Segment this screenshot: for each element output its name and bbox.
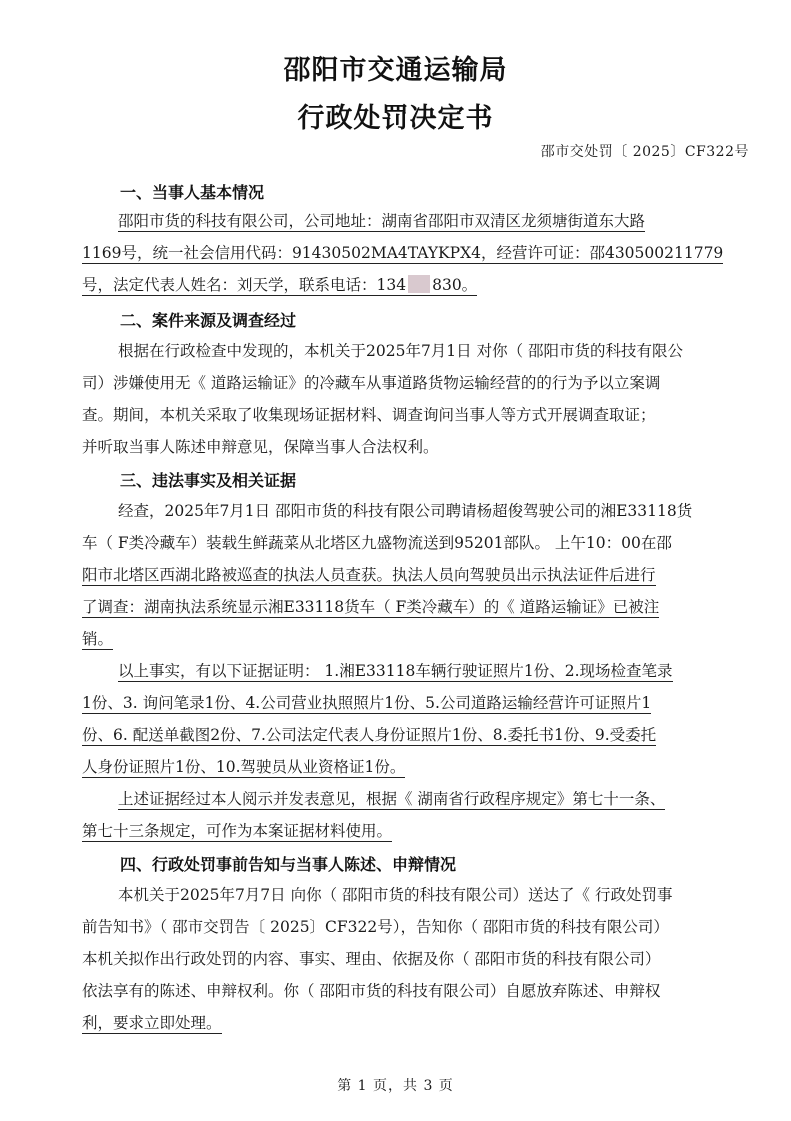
- paragraph-line: 车（ F类冷藏车）装载生鲜蔬菜从北塔区九盛物流送到95201部队。 上午10：00在邵: [82, 534, 672, 552]
- paragraph-line: 并听取当事人陈述申辩意见，保障当事人合法权利。: [82, 438, 439, 456]
- paragraph-line: 第七十三条规定，可作为本案证据材料使用。: [82, 822, 393, 840]
- paragraph-line: 前告知书》（ 邵市交罚告〔 2025〕CF322号），告知你（ 邵阳市货的科技有限公司）: [82, 918, 669, 936]
- document-number: 邵市交处罚〔 2025〕CF322号: [540, 144, 749, 160]
- section-heading-party-info: 一、当事人基本情况: [120, 183, 265, 202]
- section-heading-facts-evidence: 三、违法事实及相关证据: [120, 471, 297, 490]
- page-number: 第 1 页，共 3 页: [337, 1078, 454, 1094]
- section-heading-prior-notice: 四、行政处罚事前告知与当事人陈述、申辩情况: [120, 855, 457, 874]
- paragraph-line: 人身份证照片1份、10.驾驶员从业资格证1份。: [82, 758, 406, 776]
- paragraph-line: 阳市北塔区西湖北路被巡查的执法人员查获。执法人员向驾驶员出示执法证件后进行: [82, 566, 656, 584]
- paragraph-line: 邵阳市货的科技有限公司，公司地址：湖南省邵阳市双清区龙须塘街道东大路: [118, 212, 646, 230]
- paragraph-line: 份、6. 配送单截图2份、7.公司法定代表人身份证照片1份、8.委托书1份、9.受委托: [82, 726, 657, 744]
- paragraph-line: 经查，2025年7月1日 邵阳市货的科技有限公司聘请杨超俊驾驶公司的湘E33118货: [118, 502, 693, 520]
- paragraph-line: 利，要求立即处理。: [82, 1014, 222, 1032]
- paragraph-line: 查。期间，本机关采取了收集现场证据材料、调查询问当事人等方式开展调查取证；: [82, 406, 656, 424]
- paragraph-line: 司）涉嫌使用无《 道路运输证》的冷藏车从事道路货物运输经营的的行为予以立案调: [82, 374, 661, 392]
- redaction-block: [408, 275, 430, 293]
- paragraph-line: 根据在行政检查中发现的，本机关于2025年7月1日 对你（ 邵阳市货的科技有限公: [118, 342, 684, 360]
- paragraph-line: 上述证据经过本人阅示并发表意见，根据《 湖南省行政程序规定》第七十一条、: [118, 790, 666, 808]
- paragraph-line: 以上事实，有以下证据证明： 1.湘E33118车辆行驶证照片1份、2.现场检查笔录: [118, 662, 673, 680]
- paragraph-line: 1169号，统一社会信用代码：91430502MA4TAYKPX4，经营许可证：邵430500211779: [82, 244, 724, 262]
- paragraph-line: 本机关拟作出行政处罚的内容、事实、理由、依据及你（ 邵阳市货的科技有限公司）: [82, 950, 661, 968]
- paragraph-line: 销。: [82, 630, 114, 648]
- paragraph-line: 本机关于2025年7月7日 向你（ 邵阳市货的科技有限公司）送达了《 行政处罚事: [118, 886, 673, 904]
- paragraph-line: 号，法定代表人姓名：刘天学，联系电话：134 830。: [82, 276, 478, 294]
- paragraph-line: 了调查：湖南执法系统显示湘E33118货车（ F类冷藏车）的《 道路运输证》已被注: [82, 598, 660, 616]
- paragraph-line: 依法享有的陈述、申辩权利。你（ 邵阳市货的科技有限公司）自愿放弃陈述、申辩权: [82, 982, 661, 1000]
- section-heading-case-source: 二、案件来源及调查经过: [120, 311, 297, 330]
- document-title: 邵阳市交通运输局: [283, 55, 508, 86]
- document-subtitle: 行政处罚决定书: [297, 103, 494, 134]
- paragraph-line: 1份、3. 询问笔录1份、4.公司营业执照照片1份、5.公司道路运输经营许可证照片1: [82, 694, 652, 712]
